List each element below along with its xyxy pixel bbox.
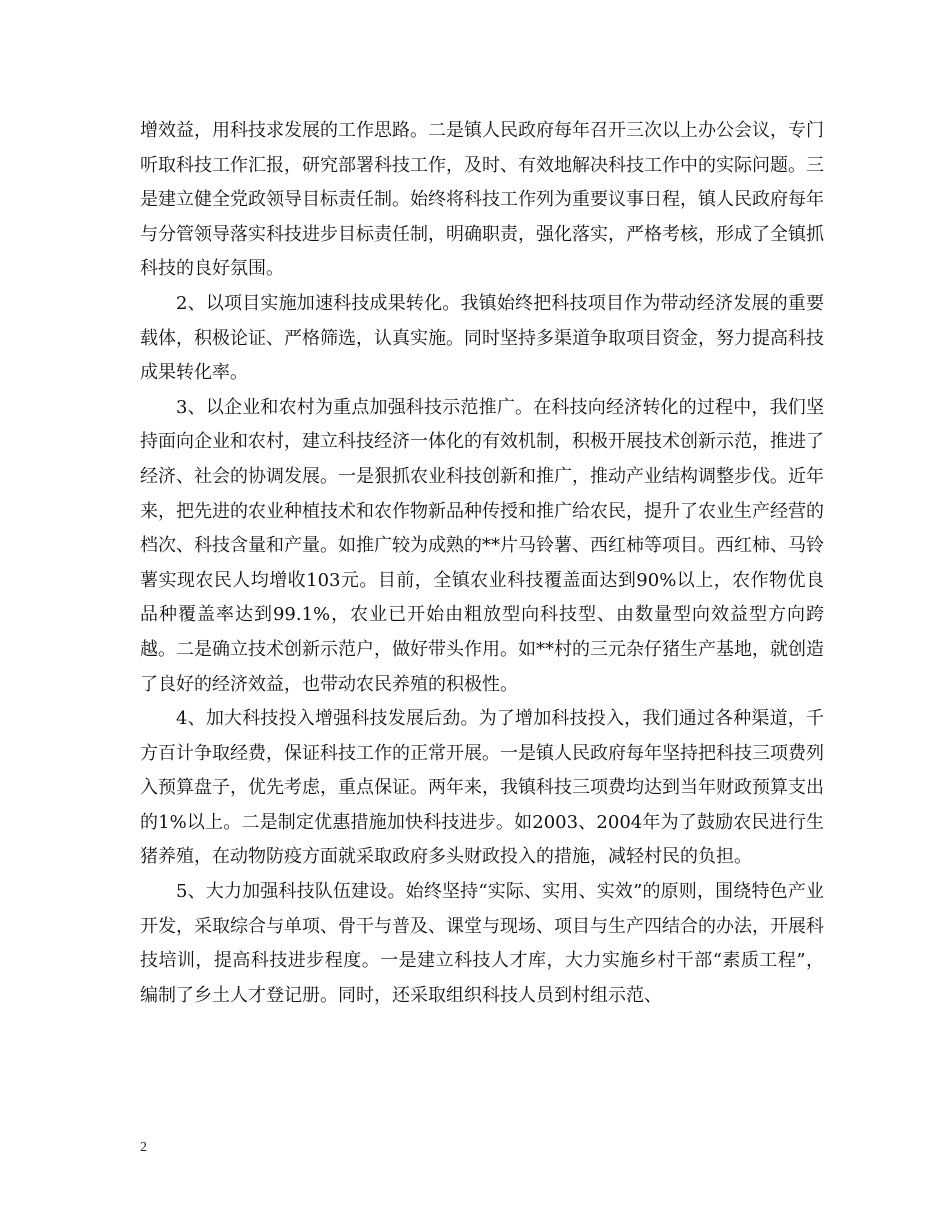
document-body: [140, 114, 824, 1013]
paragraph-item-3: 3、以企业和农村为重点加强科技示范推广。在科技向经济转化的过程中，我们坚持面向企业和农村，建立科技经济一体化的有效机制，积极开展技术创新示范，推进了经济、社会的协调发展。一是狠抓农业科技创新和推广，推动产业结构调整步伐。近年来，把先进的农业种植技术和农作物新品种传授和推广给农民，提升了农业生产经营的档次、科技含量和产量。如推广较为成熟的**片马铃薯、西红柿等项目。西红柿、马铃薯实现农民人均增收103元。目前，全镇农业科技覆盖面达到90%以上，农作物优良品种覆盖率达到99.1%，农业已开始由粗放型向科技型、由数量型向效益型方向跨越。二是确立技术创新示范户，做好带头作用。如**村的三元杂仔猪生产基地，就创造了良好的经济效益，也带动农民养殖的积极性。: [140, 396, 824, 695]
paragraph-continuation: 增效益，用科技求发展的工作思路。二是镇人民政府每年召开三次以上办公会议，专门听取科技工作汇报，研究部署科技工作，及时、有效地解决科技工作中的实际问题。三是建立健全党政领导目标责任制。始终将科技工作列为重要议事日程，镇人民政府每年与分管领导落实科技进步目标责任制，明确职责，强化落实，严格考核，形成了全镇抓科技的良好氛围。: [140, 120, 824, 280]
page-number: 2: [140, 1140, 147, 1155]
paragraph-item-4: 4、加大科技投入增强科技发展后劲。为了增加科技投入，我们通过各种渠道，千方百计争取经费，保证科技工作的正常开展。一是镇人民政府每年坚持把科技三项费列入预算盘子，优先考虑，重点保证。两年来，我镇科技三项费均达到当年财政预算支出的1%以上。二是制定优惠措施加快科技进步。如2003、2004年为了鼓励农民进行生猪养殖，在动物防疫方面就采取政府多头财政投入的措施，减轻村民的负担。: [140, 708, 824, 868]
paragraph-item-5: 5、大力加强科技队伍建设。始终坚持“实际、实用、实效”的原则，围绕特色产业开发，采取综合与单项、骨干与普及、课堂与现场、项目与生产四结合的办法，开展科技培训，提高科技进步程度。一是建立科技人才库，大力实施乡村干部“素质工程”，编制了乡土人才登记册。同时，还采取组织科技人员到村组示范、: [140, 881, 824, 1006]
paragraph-item-2: 2、以项目实施加速科技成果转化。我镇始终把科技项目作为带动经济发展的重要载体，积极论证、严格筛选，认真实施。同时坚持多渠道争取项目资金，努力提高科技成果转化率。: [140, 292, 824, 384]
